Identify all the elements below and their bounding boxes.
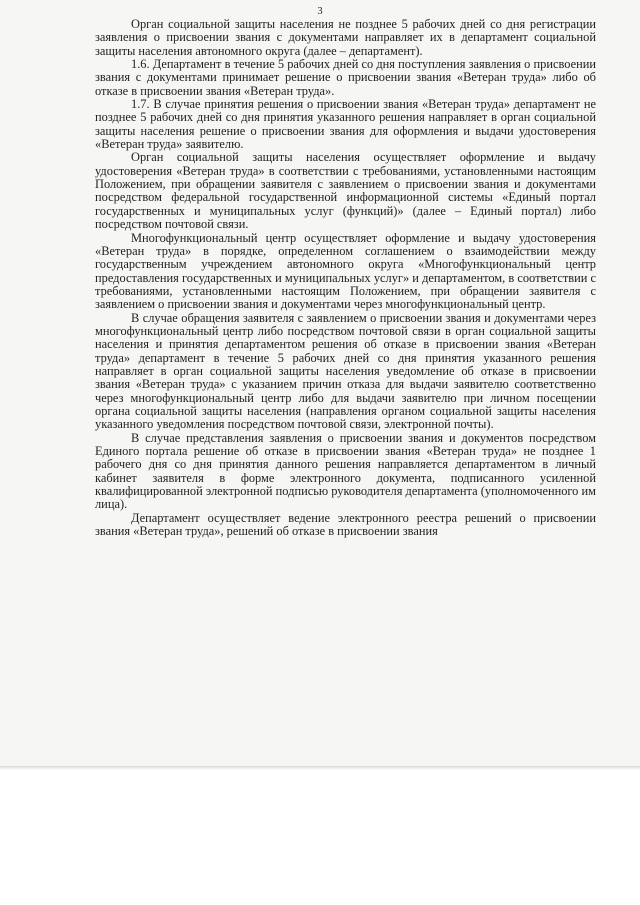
paragraph: Орган социальной защиты населения осуществляет оформление и выдачу удостоверения «Ветеран труда» в соответствии с требованиями, установленными настоящим Положением, при обращении заявителя с заявлением о присвоении звания и документами посредством федеральной государственной информационной системы «Единый портал государственных и муниципальных услуг (функций)» (далее – Единый портал) либо посредством почтовой связи.: [95, 150, 596, 232]
page-number: 3: [317, 6, 323, 17]
paragraph: 1.7. В случае принятия решения о присвоении звания «Ветеран труда» департамент не позднее 5 рабочих дней со дня принятия указанного решения направляет в орган социальной защиты населения решение о присвоении звания для оформления и выдачи удостоверения «Ветеран труда» заявителю.: [95, 97, 596, 152]
paragraph: В случае обращения заявителя с заявлением о присвоении звания и документами через многофункциональный центр либо посредством почтовой связи в орган социальной защиты населения и принятия департаментом решения об отказе в присвоении звания «Ветеран труда» департамент в течение 5 рабочих дней со дня принятия указанного решения направляет в орган социальной защиты населения уведомление об отказе в присвоении звания «Ветеран труда» с указанием причин отказа для выдачи заявителю соответственно через многофункциональный центр либо для выдачи заявителю при личном посещении органа социальной защиты населения (направления органом социальной защиты населения указанного уведомления посредством почтовой связи, электронной почты).: [95, 310, 596, 432]
document-body: [95, 18, 596, 538]
paragraph: Департамент осуществляет ведение электронного реестра решений о присвоении звания «Ветеран труда», решений об отказе в присвоении звания: [95, 511, 596, 538]
paragraph: Многофункциональный центр осуществляет оформление и выдачу удостоверения «Ветеран труда» в порядке, определенном соглашением о взаимодействии между государственным учреждением автономного округа «Многофункциональный центр предоставления государственных и муниципальных услуг» и департаментом, в соответствии с требованиями, установленными настоящим Положением, при обращении заявителя с заявлением о присвоении звания и документами через многофункциональный центр.: [95, 230, 596, 312]
paragraph: Орган социальной защиты населения не позднее 5 рабочих дней со дня регистрации заявления о присвоении звания с документами направляет их в департамент социальной защиты населения автономного округа (далее – департамент).: [95, 17, 596, 58]
page-bottom-edge: [0, 766, 640, 770]
paragraph: В случае представления заявления о присвоении звания и документов посредством Единого портала решение об отказе в присвоении звания «Ветеран труда» не позднее 1 рабочего дня со дня принятия данного решения направляется департаментом в личный кабинет заявителя в форме электронного документа, подписанного усиленной квалифицированной электронной подписью руководителя департамента (уполномоченного им лица).: [95, 430, 596, 512]
paragraph: 1.6. Департамент в течение 5 рабочих дней со дня поступления заявления о присвоении звания с документами принимает решение о присвоении звания «Ветеран труда» либо об отказе в присвоении звания «Ветеран труда».: [95, 57, 596, 98]
